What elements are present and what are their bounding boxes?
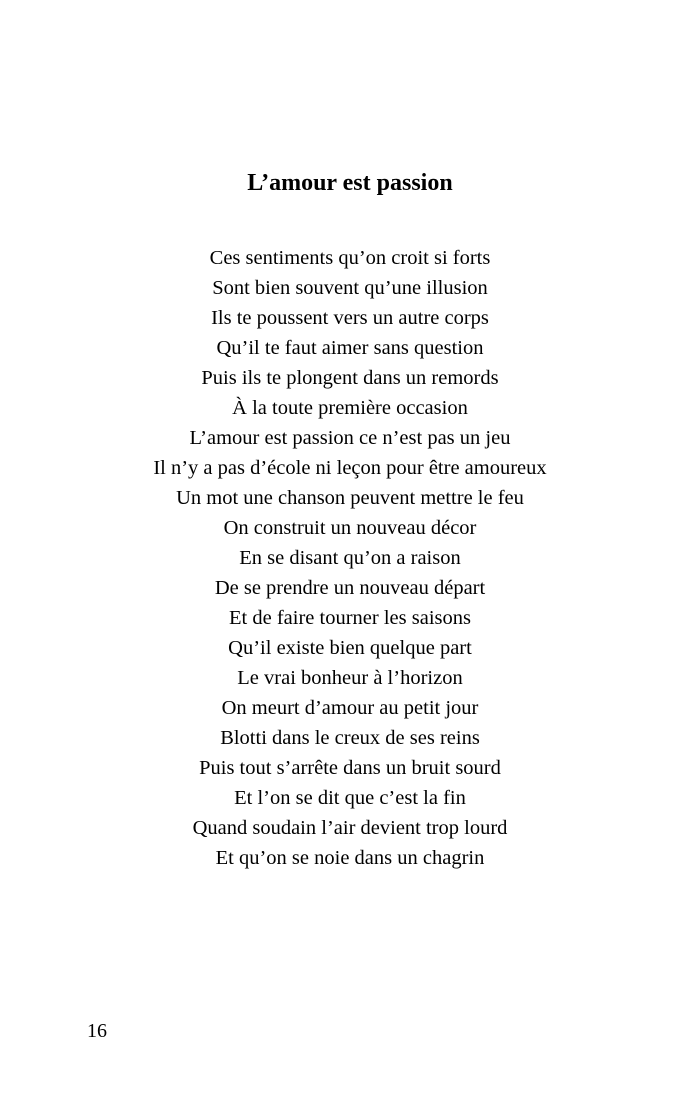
poem-body (0, 243, 700, 873)
poem-line: Ces sentiments qu’on croit si forts (209, 247, 491, 269)
poem-title: L’amour est passion (247, 170, 453, 196)
poem-line: Qu’il existe bien quelque part (228, 637, 472, 659)
poem-line: En se disant qu’on a raison (239, 547, 461, 569)
poem-line: On meurt d’amour au petit jour (221, 697, 479, 719)
page-number: 16 (87, 1020, 107, 1042)
poem-line: L’amour est passion ce n’est pas un jeu (189, 427, 511, 449)
poem-line: Quand soudain l’air devient trop lourd (192, 817, 508, 839)
poem-line: Sont bien souvent qu’une illusion (212, 277, 488, 299)
poem-line: Blotti dans le creux de ses reins (220, 727, 480, 749)
poem-line: Ils te poussent vers un autre corps (211, 307, 489, 329)
poem-line: Et qu’on se noie dans un chagrin (215, 847, 485, 869)
poem-line: Un mot une chanson peuvent mettre le feu (176, 487, 524, 509)
poem-line: Le vrai bonheur à l’horizon (237, 667, 463, 689)
poem-line: Puis tout s’arrête dans un bruit sourd (199, 757, 501, 779)
poem-line: Et de faire tourner les saisons (229, 607, 471, 629)
poem-line: De se prendre un nouveau départ (214, 577, 486, 599)
poem-line: Il n’y a pas d’école ni leçon pour être amoureux (153, 457, 547, 479)
poem-line: Et l’on se dit que c’est la fin (234, 787, 466, 809)
poem-line: Puis ils te plongent dans un remords (201, 367, 499, 389)
poem-line: On construit un nouveau décor (223, 517, 477, 539)
poem-line: À la toute première occasion (232, 397, 468, 419)
poem-line: Qu’il te faut aimer sans question (216, 337, 484, 359)
